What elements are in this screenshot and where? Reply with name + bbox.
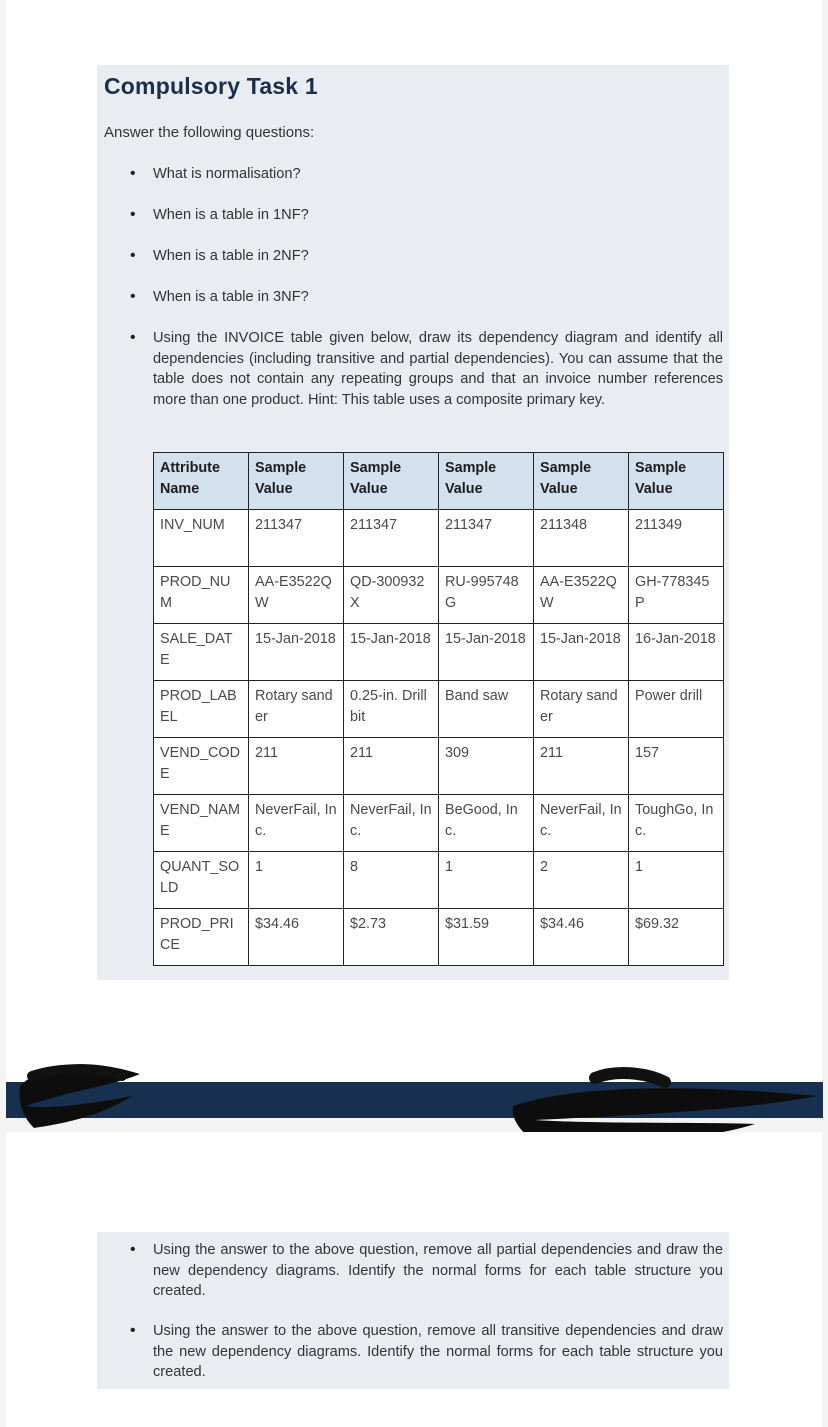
table-cell: AA-E3522QW [249, 567, 344, 624]
table-row [154, 795, 724, 852]
table-cell: NeverFail, Inc. [249, 795, 344, 852]
header-sample-value: Sample Value [439, 453, 534, 510]
task-panel [97, 65, 729, 980]
table-cell: 16-Jan-2018 [629, 624, 724, 681]
table-cell: 2 [534, 852, 629, 909]
table-cell: AA-E3522QW [534, 567, 629, 624]
table-cell: NeverFail, Inc. [344, 795, 439, 852]
question-item: • What is normalisation? [153, 164, 723, 185]
table-cell: 211 [249, 738, 344, 795]
table-cell: PROD_PRICE [154, 909, 249, 966]
table-cell: 211348 [534, 510, 629, 567]
table-cell: PROD_NUM [154, 567, 249, 624]
redaction-scribble-left [12, 1046, 148, 1134]
table-cell: INV_NUM [154, 510, 249, 567]
table-cell: PROD_LABEL [154, 681, 249, 738]
table-cell: 0.25-in. Drill bit [344, 681, 439, 738]
table-cell: QUANT_SOLD [154, 852, 249, 909]
table-cell: 211 [534, 738, 629, 795]
table-cell: 211347 [439, 510, 534, 567]
task-intro: Answer the following questions: [104, 124, 315, 141]
question-item: • When is a table in 3NF? [153, 287, 723, 308]
table-cell: VEND_CODE [154, 738, 249, 795]
table-cell: 211 [344, 738, 439, 795]
header-sample-value: Sample Value [629, 453, 724, 510]
question-item: • Using the INVOICE table given below, draw its dependency diagram and identify all dependencies (including transitive and partial dependencies). You can assume that the table does not contain any repeating groups and that an invoice number references more than one product. Hint: This table uses a composite primary key. [153, 328, 723, 410]
table-row [154, 681, 724, 738]
table-cell: Band saw [439, 681, 534, 738]
table-cell: 15-Jan-2018 [249, 624, 344, 681]
table-cell: $31.59 [439, 909, 534, 966]
continuation-panel [97, 1232, 729, 1389]
table-row [154, 852, 724, 909]
table-cell: ToughGo, Inc. [629, 795, 724, 852]
table-cell: NeverFail, Inc. [534, 795, 629, 852]
table-cell: 157 [629, 738, 724, 795]
table-cell: 15-Jan-2018 [534, 624, 629, 681]
table-cell: RU-995748G [439, 567, 534, 624]
header-sample-value: Sample Value [344, 453, 439, 510]
document-page-2 [6, 1132, 822, 1427]
table-cell: Rotary sander [534, 681, 629, 738]
table-cell: Power drill [629, 681, 724, 738]
table-cell: $2.73 [344, 909, 439, 966]
table-row [154, 567, 724, 624]
invoice-table [153, 452, 724, 966]
header-sample-value: Sample Value [534, 453, 629, 510]
task-title: Compulsory Task 1 [104, 73, 318, 99]
table-cell: $69.32 [629, 909, 724, 966]
table-cell: 15-Jan-2018 [344, 624, 439, 681]
table-cell: GH-778345P [629, 567, 724, 624]
table-cell: $34.46 [249, 909, 344, 966]
table-row [154, 510, 724, 567]
table-cell: 309 [439, 738, 534, 795]
header-sample-value: Sample Value [249, 453, 344, 510]
table-cell: 211349 [629, 510, 724, 567]
question-item: • When is a table in 1NF? [153, 205, 723, 226]
table-cell: BeGood, Inc. [439, 795, 534, 852]
table-cell: 1 [629, 852, 724, 909]
header-attribute-name: Attribute Name [154, 453, 249, 510]
table-cell: 211347 [344, 510, 439, 567]
table-cell: SALE_DATE [154, 624, 249, 681]
table-row [154, 624, 724, 681]
table-row [154, 738, 724, 795]
question-item: • When is a table in 2NF? [153, 246, 723, 267]
table-cell: 8 [344, 852, 439, 909]
document-page-1 [6, 0, 822, 1082]
table-cell: Rotary sander [249, 681, 344, 738]
question-item: • Using the answer to the above question, remove all transitive dependencies and draw the new dependency diagrams. Identify the normal forms for each table structure you created. [153, 1321, 723, 1383]
table-cell: $34.46 [534, 909, 629, 966]
table-row [154, 909, 724, 966]
table-cell: 1 [439, 852, 534, 909]
table-cell: 211347 [249, 510, 344, 567]
table-header-row [154, 453, 724, 510]
question-item: • Using the answer to the above question, remove all partial dependencies and draw the new dependency diagrams. Identify the normal forms for each table structure you created. [153, 1240, 723, 1302]
table-cell: QD-300932X [344, 567, 439, 624]
table-cell: 1 [249, 852, 344, 909]
table-cell: VEND_NAME [154, 795, 249, 852]
table-cell: 15-Jan-2018 [439, 624, 534, 681]
